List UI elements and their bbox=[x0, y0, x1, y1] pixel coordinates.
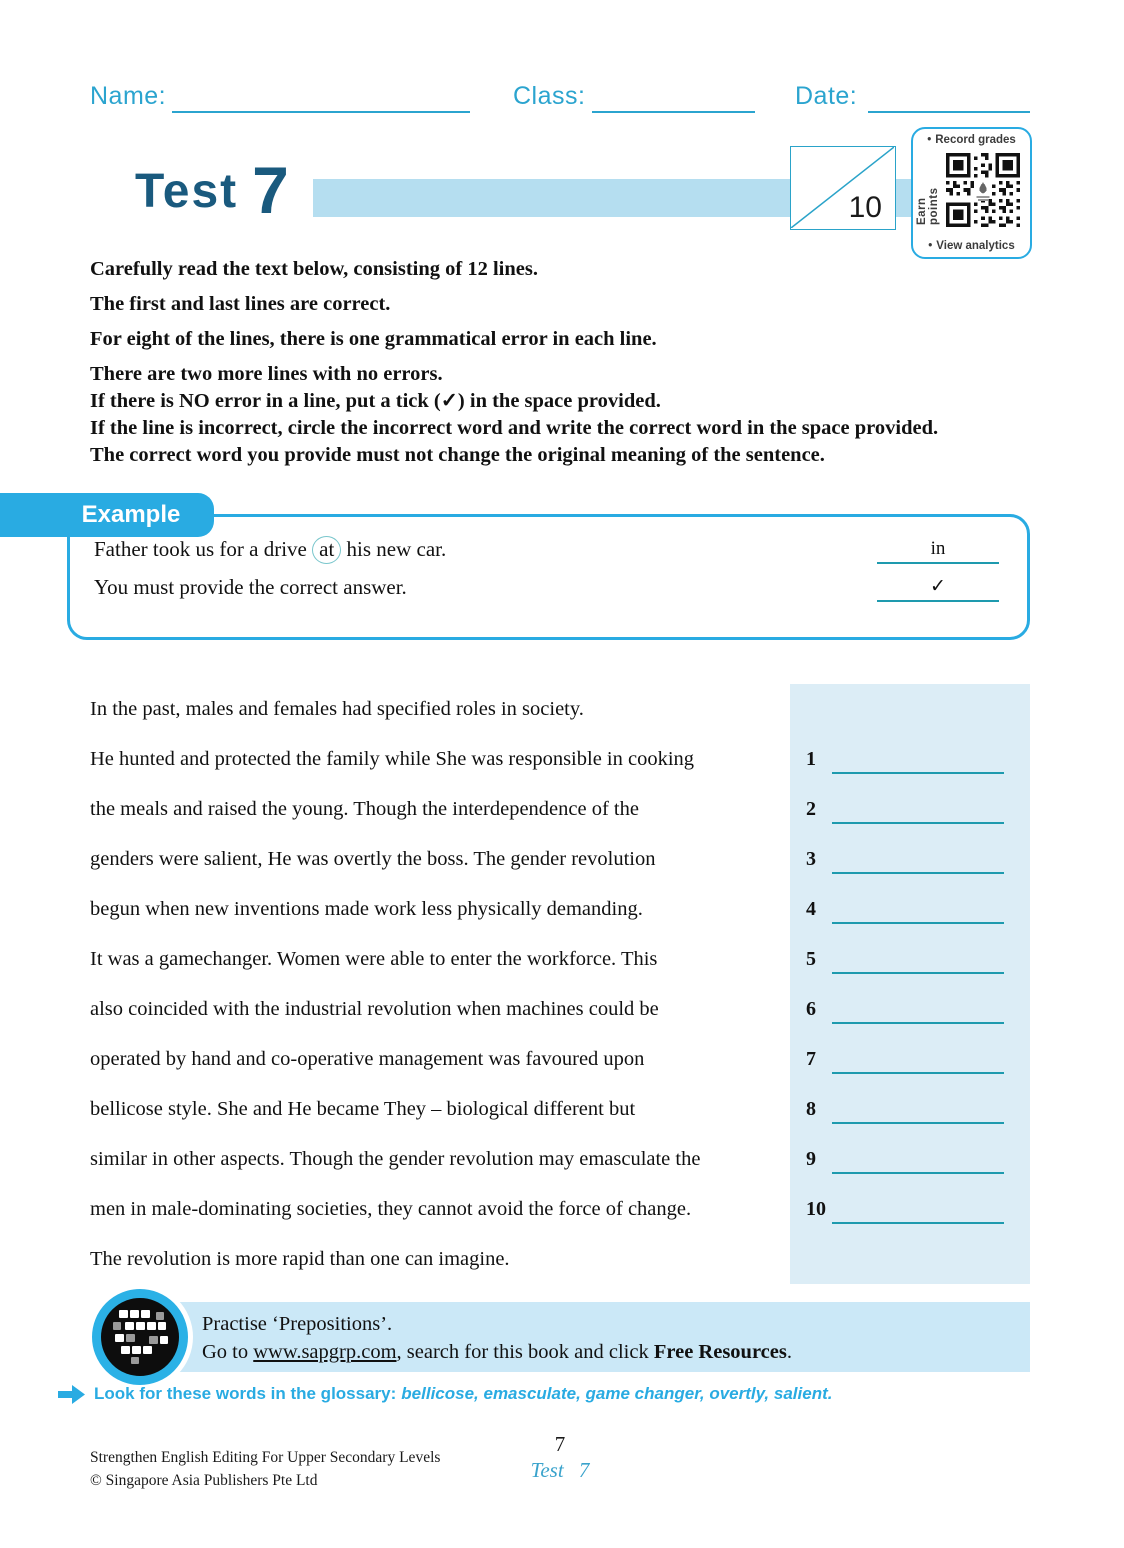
answer-blank-line[interactable] bbox=[832, 794, 1004, 824]
passage-row bbox=[90, 1084, 1030, 1134]
answer-number: 6 bbox=[806, 997, 816, 1020]
answer-blank-line[interactable] bbox=[832, 894, 1004, 924]
footer-book-title: Strengthen English Editing For Upper Secondary Levels bbox=[90, 1449, 441, 1466]
instructions-list bbox=[90, 256, 1040, 469]
passage-row bbox=[90, 734, 1030, 784]
passage-row bbox=[90, 884, 1030, 934]
passage-section bbox=[90, 684, 1030, 1284]
answer-blank-line[interactable] bbox=[832, 994, 1004, 1024]
practice-line-2: Go to www.sapgrp.com, search for this book and click Free Resources. bbox=[202, 1341, 792, 1363]
score-total: 10 bbox=[848, 191, 882, 224]
passage-line-text: similar in other aspects. Though the gender revolution may emasculate the bbox=[90, 1147, 701, 1170]
practice-note bbox=[116, 1302, 1030, 1372]
bullet-icon: • bbox=[928, 240, 933, 252]
example-answer-line: ✓ bbox=[877, 577, 999, 602]
qr-panel[interactable] bbox=[911, 127, 1032, 259]
passage-row bbox=[90, 1134, 1030, 1184]
circled-word: at bbox=[312, 536, 341, 564]
example-sentence: Father took us for a drive at his new car. bbox=[94, 537, 446, 564]
passage-row bbox=[90, 1034, 1030, 1084]
instruction-line: The first and last lines are correct. bbox=[90, 293, 391, 315]
answer-blank-line[interactable] bbox=[832, 1144, 1004, 1174]
title-word: Test bbox=[135, 165, 239, 218]
answer-number: 10 bbox=[806, 1197, 826, 1220]
passage-row bbox=[90, 934, 1030, 984]
name-input-line[interactable] bbox=[172, 111, 470, 113]
answer-number: 1 bbox=[806, 747, 816, 770]
answer-blank-line[interactable] bbox=[832, 944, 1004, 974]
passage-line-text: He hunted and protected the family while She was responsible in cooking bbox=[90, 747, 695, 770]
glossary-intro: Look for these words in the glossary: bbox=[94, 1384, 397, 1403]
arrow-right-icon bbox=[58, 1385, 85, 1404]
instruction-line: There are two more lines with no errors. bbox=[90, 363, 443, 385]
passage-row bbox=[90, 784, 1030, 834]
date-input-line[interactable] bbox=[868, 111, 1030, 113]
instruction-line: Carefully read the text below, consisting of 12 lines. bbox=[90, 258, 538, 280]
passage-row bbox=[90, 684, 1030, 734]
answer-number: 4 bbox=[806, 897, 816, 920]
answer-number: 7 bbox=[806, 1047, 816, 1070]
class-label: Class: bbox=[513, 82, 586, 110]
answer-blank-line[interactable] bbox=[832, 744, 1004, 774]
example-row bbox=[94, 575, 1001, 602]
answer-number: 5 bbox=[806, 947, 816, 970]
example-sentence: You must provide the correct answer. bbox=[94, 575, 407, 599]
answer-blank-line[interactable] bbox=[832, 844, 1004, 874]
glossary-note bbox=[58, 1384, 832, 1404]
answer-number: 9 bbox=[806, 1147, 816, 1170]
passage-line-text: The revolution is more rapid than one can imagine. bbox=[90, 1247, 510, 1270]
page-title bbox=[135, 152, 289, 228]
practice-text bbox=[202, 1310, 792, 1366]
answer-number: 2 bbox=[806, 797, 816, 820]
passage-row bbox=[90, 1234, 1030, 1284]
qr-top-label: • Record grades bbox=[927, 134, 1016, 146]
class-input-line[interactable] bbox=[592, 111, 755, 113]
qr-side-label: Earn points bbox=[916, 187, 940, 225]
sap-link[interactable]: www.sapgrp.com bbox=[253, 1341, 397, 1363]
instruction-line: If the line is incorrect, circle the incorrect word and write the correct word in the space provided. bbox=[90, 417, 939, 439]
bullet-icon: • bbox=[927, 134, 932, 146]
passage-line-text: begun when new inventions made work less physically demanding. bbox=[90, 897, 643, 920]
sap-puzzle-icon bbox=[92, 1289, 188, 1385]
example-answer-line: in bbox=[877, 539, 999, 564]
answer-blank-line[interactable] bbox=[832, 1194, 1004, 1224]
date-label: Date: bbox=[795, 82, 858, 110]
name-label: Name: bbox=[90, 82, 167, 110]
instruction-line: The correct word you provide must not change the original meaning of the sentence. bbox=[90, 444, 825, 466]
passage-line-text: In the past, males and females had specified roles in society. bbox=[90, 697, 584, 720]
page-test-label: Test 7 bbox=[530, 1458, 590, 1482]
passage-line-text: It was a gamechanger. Women were able to enter the workforce. This bbox=[90, 947, 658, 970]
footer-page-info bbox=[480, 1432, 640, 1483]
passage-row bbox=[90, 1184, 1030, 1234]
passage-row bbox=[90, 984, 1030, 1034]
passage-row bbox=[90, 834, 1030, 884]
passage-line-text: men in male-dominating societies, they cannot avoid the force of change. bbox=[90, 1197, 692, 1220]
qr-code-icon[interactable] bbox=[946, 153, 1020, 227]
footer-publisher: © Singapore Asia Publishers Pte Ltd bbox=[90, 1472, 318, 1489]
answer-blank-line[interactable] bbox=[832, 1044, 1004, 1074]
passage-line-text: also coincided with the industrial revolution when machines could be bbox=[90, 997, 659, 1020]
practice-line-1: Practise ‘Prepositions’. bbox=[202, 1313, 393, 1335]
instruction-line: For eight of the lines, there is one grammatical error in each line. bbox=[90, 328, 657, 350]
footer-imprint bbox=[90, 1446, 440, 1492]
instruction-line: If there is NO error in a line, put a tick (✓) in the space provided. bbox=[90, 390, 661, 412]
example-box bbox=[67, 514, 1030, 640]
answer-number: 3 bbox=[806, 847, 816, 870]
answer-blank-line[interactable] bbox=[832, 1094, 1004, 1124]
qr-bottom-label: • View analytics bbox=[928, 240, 1015, 252]
passage-line-text: the meals and raised the young. Though the interdependence of the bbox=[90, 797, 639, 820]
passage-line-text: genders were salient, He was overtly the boss. The gender revolution bbox=[90, 847, 656, 870]
passage-line-text: operated by hand and co-operative management was favoured upon bbox=[90, 1047, 645, 1070]
page-number: 7 bbox=[554, 1432, 566, 1456]
answer-number: 8 bbox=[806, 1097, 816, 1120]
passage-line-text: bellicose style. She and He became They – biological different but bbox=[90, 1097, 636, 1120]
example-row bbox=[94, 537, 1001, 564]
score-box[interactable] bbox=[790, 146, 896, 230]
example-tab: Example bbox=[0, 493, 214, 537]
title-number: 7 bbox=[252, 153, 289, 227]
glossary-words: bellicose, emasculate, game changer, overtly, salient. bbox=[401, 1384, 833, 1403]
